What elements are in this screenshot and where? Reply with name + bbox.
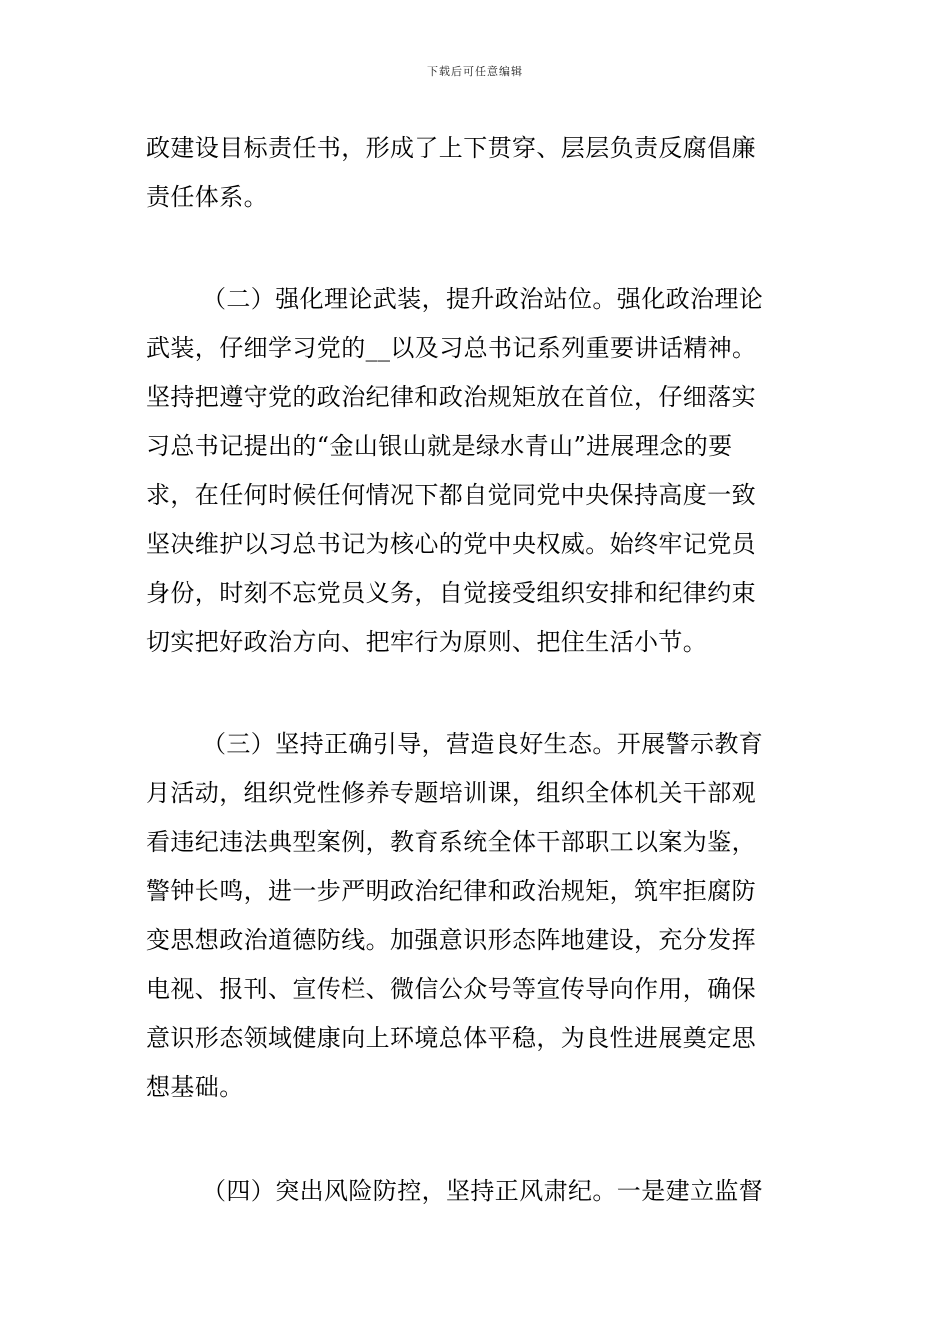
paragraph-line: 武装，仔细学习党的__以及习总书记系列重要讲话精神。 [146,334,757,362]
paragraph-line: 政建设目标责任书，形成了上下贯穿、层层负责反腐倡廉 [146,134,756,162]
paragraph-line: 看违纪违法典型案例，教育系统全体干部职工以案为鉴， [146,828,756,856]
paragraph-line: 坚持把遵守党的政治纪律和政治规矩放在首位，仔细落实 [146,383,756,411]
paragraph-line: （二）强化理论武装，提升政治站位。强化政治理论 [202,285,764,313]
paragraph-3 [146,720,806,1112]
paragraph-line: （四）突出风险防控，坚持正风肃纪。一是建立监督 [202,1177,764,1205]
paragraph-2 [146,275,806,667]
paragraph-line: （三）坚持正确引导，营造良好生态。开展警示教育 [202,730,764,758]
paragraph-line: 求，在任何时候任何情况下都自觉同党中央保持高度一致 [146,481,756,509]
page-header: 下载后可任意编辑 [427,65,523,78]
paragraph-line: 习总书记提出的“金山银山就是绿水青山”进展理念的要 [146,432,733,460]
paragraph-line: 月活动，组织党性修养专题培训课，组织全体机关干部观 [146,779,756,807]
paragraph-line: 变思想政治道德防线。加强意识形态阵地建设，充分发挥 [146,926,756,954]
paragraph-line: 责任体系。 [146,183,268,211]
paragraph-line: 电视、报刊、宣传栏、微信公众号等宣传导向作用，确保 [146,975,756,1003]
paragraph-line: 警钟长鸣，进一步严明政治纪律和政治规矩，筑牢拒腐防 [146,877,756,905]
paragraph-line: 身份，时刻不忘党员义务，自觉接受组织安排和纪律约束 [146,579,756,607]
paragraph-line: 想基础。 [146,1073,244,1101]
paragraph-4 [146,1167,806,1216]
paragraph-line: 切实把好政治方向、把牢行为原则、把住生活小节。 [146,628,708,656]
paragraph-line: 坚决维护以习总书记为核心的党中央权威。始终牢记党员 [146,530,756,558]
paragraph-1 [146,124,806,222]
paragraph-line: 意识形态领域健康向上环境总体平稳，为良性进展奠定思 [146,1024,756,1052]
